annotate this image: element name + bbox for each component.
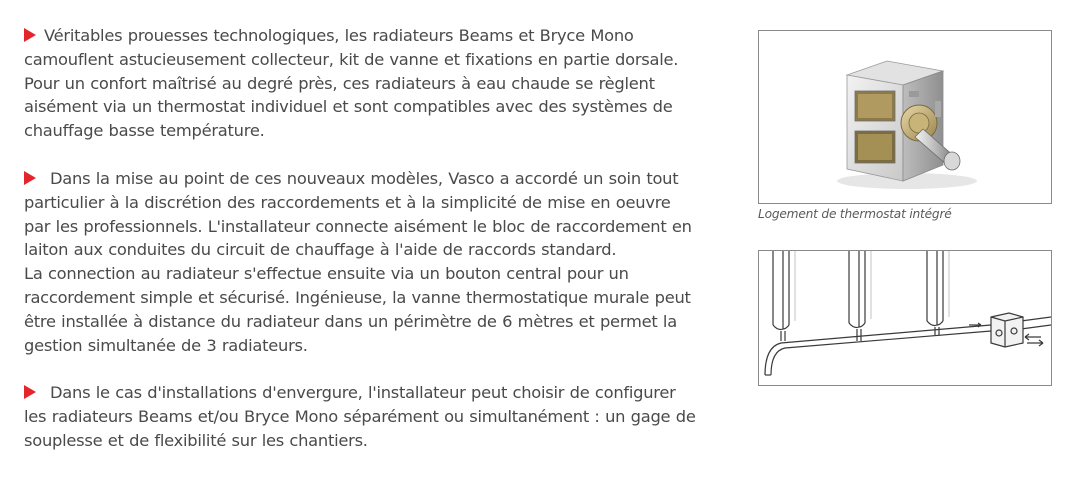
thermostat-housing-illustration [759, 31, 1051, 203]
paragraph-3: Dans le cas d'installations d'envergure, l'installateur peut choisir de configurer les radiateurs Beams et/ou Bryce Mono séparément ou simultanément : un gage de souplesse et de flexibilité sur les chantiers. [24, 383, 696, 450]
paragraph-2: Dans la mise au point de ces nouveaux modèles, Vasco a accordé un soin tout particulier à la discrétion des raccordements et à la simplicité de mise en oeuvre par les professionnels. L'installateur connecte aisément le bloc de raccordement en laiton aux conduites du circuit de chauffage à l'aide de raccords standard. La connection au radiateur s'effectue ensuite via un bouton central pour un raccordement simple et sécurisé. Ingénieuse, la vanne thermostatique murale peut être installée à distance du radiateur dans un périmètre de 6 mètres et permet la gestion simultanée de 3 radiateurs. [24, 168, 692, 355]
red-triangle-bullet-icon [24, 28, 36, 42]
photo-caption: Logement de thermostat intégré [758, 207, 952, 221]
paragraph-1: Véritables prouesses technologiques, les radiateurs Beams et Bryce Mono camouflent astucieusement collecteur, kit de vanne et fixations en partie dorsale. Pour un confort maîtrisé au degré près, ces radiateurs à eau chaude se règlent aisément via un thermostat individuel et sont compatibles avec des systèmes de chauffage basse température. [24, 26, 679, 141]
body-text [24, 24, 726, 477]
thermostat-housing-photo [758, 30, 1052, 204]
red-triangle-bullet-icon [24, 171, 36, 185]
radiator-connection-diagram [758, 250, 1052, 386]
connection-diagram-illustration [759, 251, 1051, 385]
red-triangle-bullet-icon [24, 385, 36, 399]
